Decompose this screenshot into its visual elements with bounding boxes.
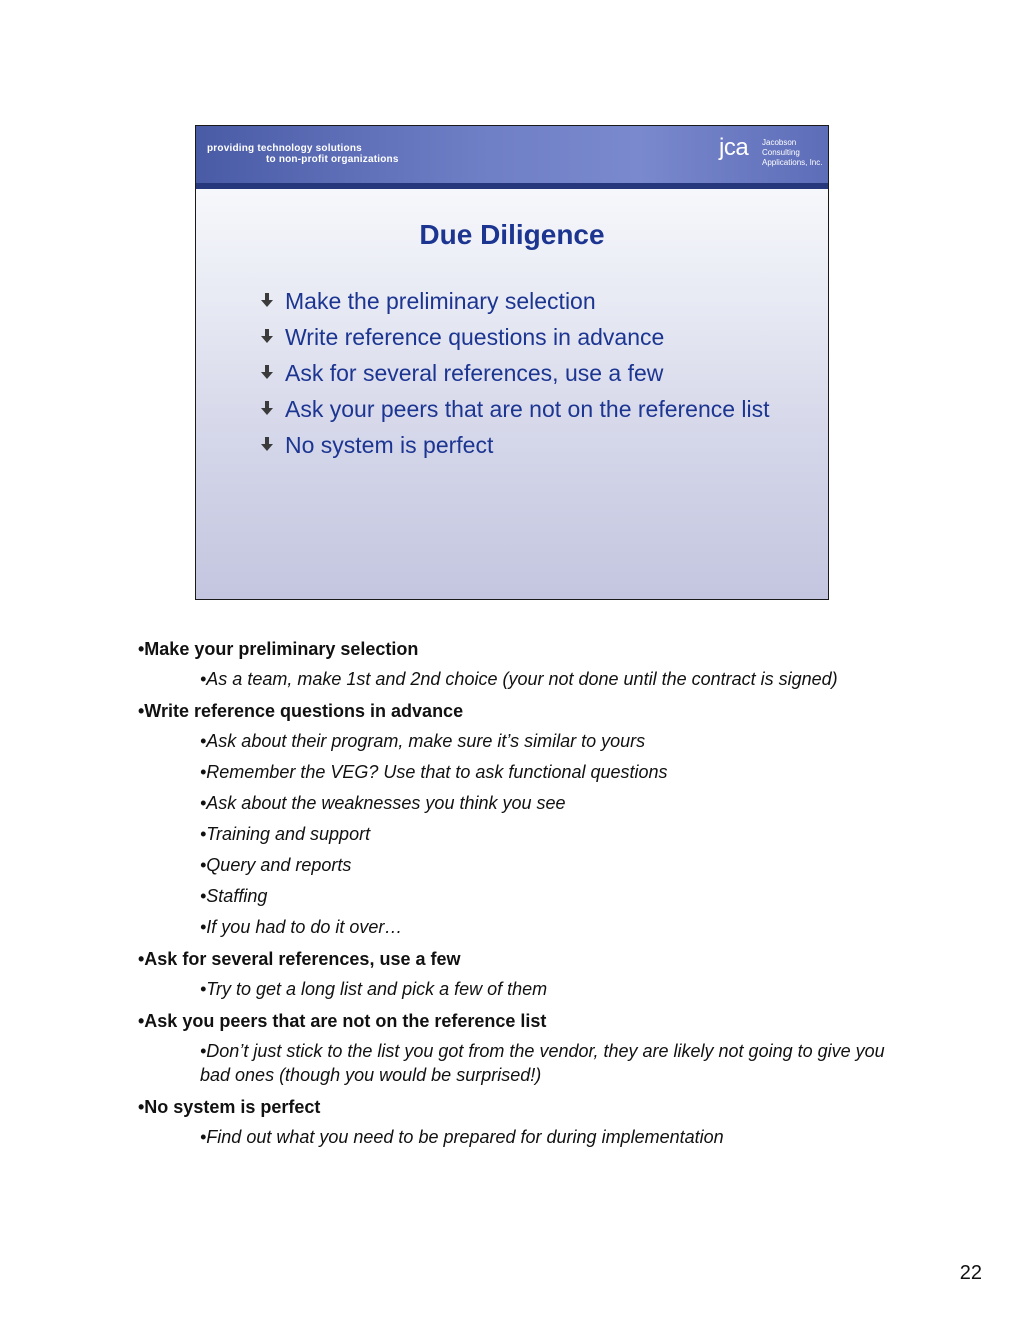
slide-bullet <box>258 430 778 460</box>
company-name-line: Applications, Inc. <box>762 158 823 167</box>
company-name-line: Jacobson <box>762 138 797 147</box>
note-detail: •Find out what you need to be prepared for during implementation <box>200 1127 724 1147</box>
banner-stripe <box>196 183 828 189</box>
slide-banner <box>196 126 828 183</box>
slide-bullet-list <box>258 286 778 466</box>
note-heading: •Make your preliminary selection <box>138 639 419 659</box>
note-detail: •Ask about the weaknesses you think you see <box>200 793 566 813</box>
company-name <box>762 138 822 168</box>
slide-bullet <box>258 394 778 424</box>
note-detail: •Don’t just stick to the list you got from the vendor, they are likely not going to give you bad ones (though you would be surprised!) <box>200 1041 885 1085</box>
note-detail: •As a team, make 1st and 2nd choice (your not done until the contract is signed) <box>200 669 838 689</box>
slide-image <box>195 125 829 600</box>
note-heading: •No system is perfect <box>138 1097 321 1117</box>
note-heading: •Ask you peers that are not on the reference list <box>138 1011 547 1031</box>
slide-bullet <box>258 322 778 352</box>
company-logo: jca <box>719 134 749 161</box>
slide-bullet-text: Ask for several references, use a few <box>285 360 664 386</box>
slide-bullet-text: Ask your peers that are not on the reference list <box>285 396 770 422</box>
note-heading: •Write reference questions in advance <box>138 701 464 721</box>
tagline-line-2: to non-profit organizations <box>266 154 399 165</box>
note-detail: •Staffing <box>200 886 268 906</box>
note-detail: •Try to get a long list and pick a few of them <box>200 979 548 999</box>
note-detail: •Remember the VEG? Use that to ask functional questions <box>200 762 668 782</box>
note-detail: •If you had to do it over… <box>200 917 403 937</box>
slide-title: Due Diligence <box>419 219 605 250</box>
speaker-notes <box>138 638 898 1149</box>
note-heading: •Ask for several references, use a few <box>138 949 461 969</box>
arrow-down-icon <box>261 437 273 451</box>
slide-bullet <box>258 286 778 316</box>
slide-bullet <box>258 358 778 388</box>
company-name-line: Consulting <box>762 148 800 157</box>
arrow-down-icon <box>261 365 273 379</box>
note-detail: •Query and reports <box>200 855 352 875</box>
arrow-down-icon <box>261 293 273 307</box>
slide-bullet-text: No system is perfect <box>285 432 494 458</box>
page-number: 22 <box>959 1262 982 1284</box>
note-detail: •Training and support <box>200 824 371 844</box>
slide-bullet-text: Make the preliminary selection <box>285 288 596 314</box>
arrow-down-icon <box>261 329 273 343</box>
note-detail: •Ask about their program, make sure it’s similar to yours <box>200 731 646 751</box>
slide-bullet-text: Write reference questions in advance <box>285 324 665 350</box>
arrow-down-icon <box>261 401 273 415</box>
tagline-line-1: providing technology solutions <box>207 143 362 154</box>
